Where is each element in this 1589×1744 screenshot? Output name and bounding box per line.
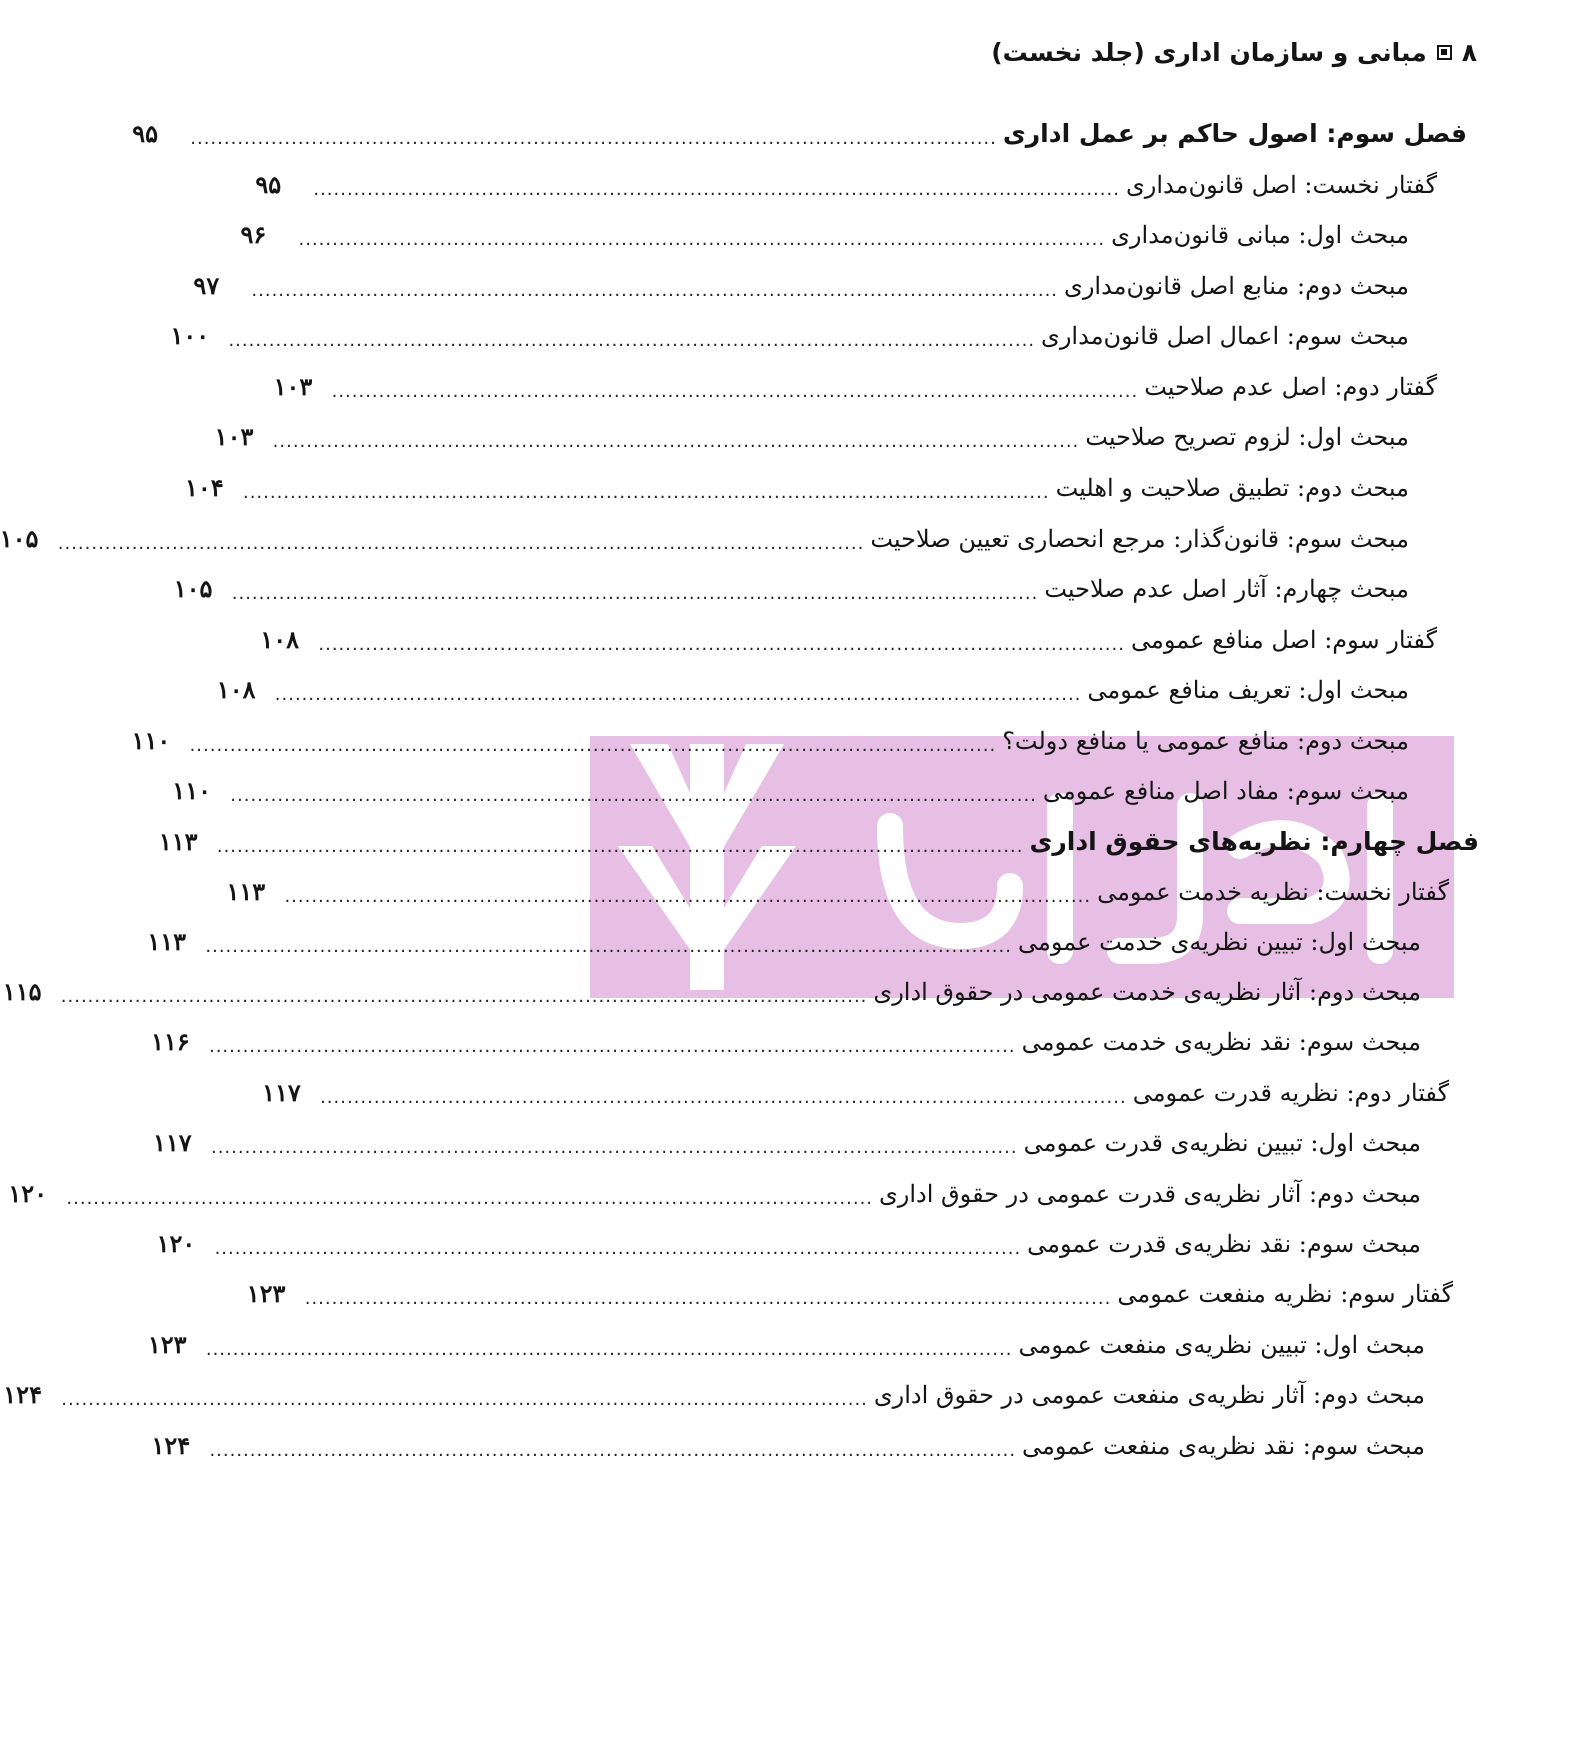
toc-leader-dots: ........................................................................................................................ [190, 128, 997, 149]
toc-entry-page: ۱۰۴ [184, 473, 224, 502]
toc-entry [240, 209, 1409, 255]
toc-leader-dots: ........................................................................................................................ [331, 381, 1139, 402]
toc-leader-dots: ........................................................................................................................ [61, 1389, 868, 1410]
toc-entry-title: مبحث اول: تعریف منافع عمومی [1087, 676, 1409, 704]
toc-entry [184, 462, 1409, 508]
toc-leader-dots: ........................................................................................................................ [205, 1339, 1013, 1360]
toc-entry [0, 513, 1409, 559]
toc-entry [246, 1268, 1453, 1314]
toc-entry-page: ۱۰۵ [0, 524, 39, 553]
toc-entry-title: گفتار نخست: اصل قانون‌مداری [1125, 171, 1437, 199]
toc-leader-dots: ........................................................................................................................ [216, 836, 1024, 857]
toc-leader-dots: ........................................................................................................................ [214, 1238, 1022, 1259]
toc-entry-page: ۱۰۸ [216, 675, 256, 704]
toc-entry [216, 664, 1409, 710]
toc-entry [173, 563, 1409, 609]
toc-leader-dots: ........................................................................................................................ [228, 330, 1036, 351]
toc-entry-page: ۱۲۰ [156, 1229, 196, 1258]
toc-entry-page: ۱۱۳ [226, 877, 266, 906]
toc-leader-dots: ........................................................................................................................ [57, 533, 865, 554]
toc-leader-dots: ........................................................................................................................ [284, 886, 1092, 907]
toc-entry-title: مبحث اول: تبیین نظریه‌ی منفعت عمومی [1018, 1331, 1425, 1359]
table-of-contents [0, 108, 1487, 1608]
toc-entry-title: مبحث سوم: نقد نظریه‌ی قدرت عمومی [1027, 1230, 1421, 1258]
toc-entry [193, 260, 1409, 306]
toc-leader-dots: ........................................................................................................................ [66, 1188, 874, 1209]
toc-leader-dots: ........................................................................................................................ [251, 280, 1059, 301]
square-bullet-icon [1437, 45, 1452, 60]
toc-leader-dots: ........................................................................................................................ [210, 1137, 1018, 1158]
toc-entry-page: ۱۰۳ [214, 422, 254, 451]
toc-entry-page: ۹۵ [132, 119, 159, 148]
toc-entry-title: مبحث سوم: قانون‌گذار: مرجع انحصاری تعیین صلاحیت [870, 525, 1409, 553]
toc-entry-title: مبحث اول: تبیین نظریه‌ی خدمت عمومی [1017, 928, 1421, 956]
toc-entry-page: ۱۱۷ [152, 1128, 192, 1157]
toc-leader-dots: ........................................................................................................................ [272, 431, 1080, 452]
toc-entry [3, 1369, 1425, 1415]
toc-entry [260, 614, 1437, 660]
toc-leader-dots: ........................................................................................................................ [304, 1288, 1112, 1309]
toc-entry-title: مبحث دوم: آثار نظریه‌ی قدرت عمومی در حقوق اداری [879, 1180, 1421, 1208]
toc-entry-page: ۱۱۰ [131, 726, 171, 755]
toc-entry [8, 1168, 1421, 1214]
toc-entry [152, 1117, 1421, 1163]
toc-entry [214, 411, 1409, 457]
toc-entry [131, 715, 1409, 761]
toc-entry-page: ۱۱۷ [262, 1078, 301, 1107]
toc-entry-page: ۹۶ [240, 220, 267, 249]
toc-entry [2, 966, 1421, 1012]
toc-entry-title: مبحث سوم: مفاد اصل منافع عمومی [1042, 777, 1409, 805]
toc-leader-dots: ........................................................................................................................ [274, 684, 1082, 705]
running-header [991, 32, 1477, 72]
toc-entry [172, 765, 1409, 811]
toc-leader-dots: ........................................................................................................................ [298, 229, 1106, 250]
toc-leader-dots: ........................................................................................................................ [231, 583, 1039, 604]
toc-entry-page: ۱۲۴ [3, 1380, 42, 1409]
toc-leader-dots: ........................................................................................................................ [318, 634, 1125, 655]
toc-entry [151, 1420, 1425, 1466]
toc-entry [158, 816, 1479, 862]
book-title: مبانی و سازمان اداری (جلد نخست) [991, 37, 1427, 67]
toc-leader-dots: ........................................................................................................................ [205, 936, 1012, 957]
toc-leader-dots: ........................................................................................................................ [242, 482, 1050, 503]
toc-entry [132, 108, 1467, 154]
toc-entry-title: مبحث اول: تبیین نظریه‌ی قدرت عمومی [1023, 1129, 1421, 1157]
toc-entry-title: مبحث دوم: آثار نظریه‌ی منفعت عمومی در حقوق اداری [873, 1381, 1425, 1409]
toc-entry [262, 1067, 1449, 1113]
toc-leader-dots: ........................................................................................................................ [313, 179, 1120, 200]
toc-entry-page: ۱۰۳ [273, 372, 313, 401]
toc-entry-title: مبحث سوم: نقد نظریه‌ی منفعت عمومی [1022, 1432, 1425, 1460]
toc-entry-title: مبحث اول: مبانی قانون‌مداری [1111, 221, 1409, 249]
toc-entry-page: ۱۲۰ [8, 1179, 48, 1208]
toc-entry [147, 916, 1421, 962]
toc-entry-title: مبحث دوم: تطبیق صلاحیت و اهلیت [1055, 474, 1409, 502]
page-number: ۸ [1461, 37, 1477, 67]
toc-entry-title: فصل چهارم: نظریه‌های حقوق اداری [1029, 827, 1479, 856]
toc-entry-title: مبحث چهارم: آثار اصل عدم صلاحیت [1044, 575, 1409, 603]
toc-entry-title: مبحث دوم: منابع اصل قانون‌مداری [1064, 272, 1409, 300]
toc-entry-page: ۱۰۰ [170, 321, 210, 350]
toc-entry [255, 159, 1437, 205]
toc-entry [147, 1319, 1425, 1365]
toc-entry-page: ۱۱۳ [147, 927, 187, 956]
toc-entry-page: ۱۲۴ [151, 1431, 191, 1460]
toc-entry-title: گفتار سوم: نظریه منفعت عمومی [1117, 1280, 1453, 1308]
toc-entry-title: مبحث سوم: نقد نظریه‌ی خدمت عمومی [1021, 1028, 1421, 1056]
toc-leader-dots: ........................................................................................................................ [208, 1036, 1016, 1057]
toc-entry-page: ۱۱۰ [172, 776, 211, 805]
toc-entry-page: ۱۲۳ [147, 1330, 187, 1359]
toc-entry-title: گفتار دوم: نظریه قدرت عمومی [1132, 1079, 1449, 1107]
toc-entry-page: ۱۲۳ [246, 1279, 286, 1308]
toc-leader-dots: ........................................................................................................................ [230, 785, 1037, 806]
toc-entry-title: گفتار سوم: اصل منافع عمومی [1130, 626, 1437, 654]
toc-entry-page: ۱۰۸ [260, 625, 300, 654]
toc-entry-page: ۹۷ [193, 271, 220, 300]
toc-entry-page: ۱۱۳ [158, 827, 198, 856]
toc-entry-page: ۱۱۵ [2, 977, 42, 1006]
toc-entry [273, 361, 1437, 407]
toc-entry-title: گفتار دوم: اصل عدم صلاحیت [1144, 373, 1437, 401]
toc-entry-title: فصل سوم: اصول حاکم بر عمل اداری [1002, 119, 1467, 148]
toc-entry-title: مبحث دوم: آثار نظریه‌ی خدمت عمومی در حقوق اداری [873, 978, 1421, 1006]
toc-entry-title: مبحث دوم: منافع عمومی یا منافع دولت؟ [1002, 727, 1409, 755]
toc-entry-page: ۱۰۵ [173, 574, 213, 603]
toc-entry-title: مبحث اول: لزوم تصریح صلاحیت [1085, 423, 1409, 451]
toc-entry [150, 1016, 1421, 1062]
toc-entry-title: مبحث سوم: اعمال اصل قانون‌مداری [1041, 322, 1409, 350]
toc-leader-dots: ........................................................................................................................ [60, 986, 868, 1007]
toc-entry-page: ۹۵ [255, 170, 282, 199]
toc-entry-page: ۱۱۶ [150, 1027, 190, 1056]
toc-entry [156, 1218, 1421, 1264]
toc-entry [226, 866, 1449, 912]
toc-entry [170, 310, 1409, 356]
toc-leader-dots: ........................................................................................................................ [189, 735, 997, 756]
toc-leader-dots: ........................................................................................................................ [209, 1440, 1017, 1461]
toc-leader-dots: ........................................................................................................................ [320, 1087, 1127, 1108]
toc-entry-title: گفتار نخست: نظریه خدمت عمومی [1097, 878, 1449, 906]
